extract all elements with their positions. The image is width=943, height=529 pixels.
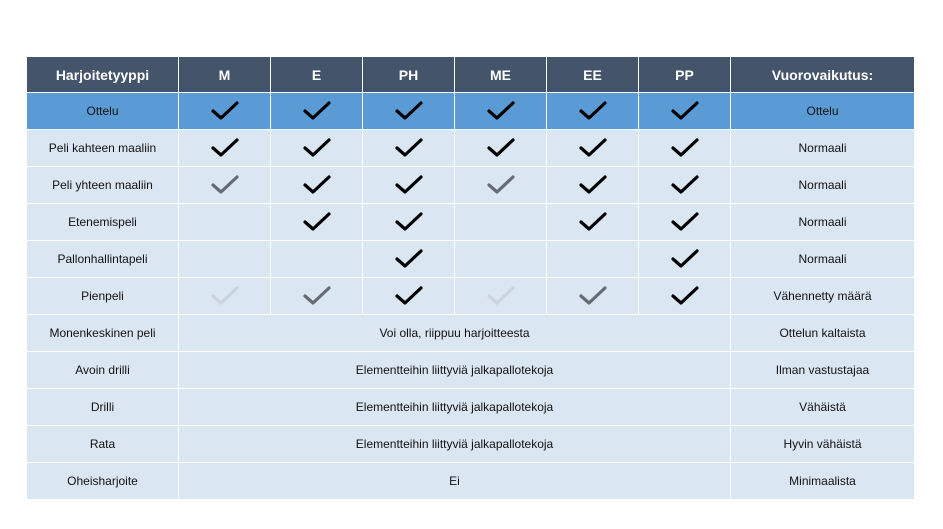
exercise-type-cell: Etenemispeli: [27, 204, 179, 241]
checkmark-icon: [670, 248, 700, 270]
table-row: [27, 426, 915, 463]
checkmark-icon: [210, 174, 240, 196]
interaction-cell: Normaali: [731, 130, 915, 167]
check-cell: [363, 241, 455, 278]
checkmark-icon: [670, 137, 700, 159]
checkmark-icon: [578, 285, 608, 307]
header-pp: PP: [639, 57, 731, 93]
check-cell: [547, 278, 639, 315]
checkmark-icon: [578, 174, 608, 196]
check-cell: [179, 93, 271, 130]
interaction-cell: Vähäistä: [731, 389, 915, 426]
check-cell: [547, 167, 639, 204]
check-cell: [547, 93, 639, 130]
check-cell: [179, 241, 271, 278]
check-cell: [455, 241, 547, 278]
header-me: ME: [455, 57, 547, 93]
interaction-cell: Normaali: [731, 241, 915, 278]
check-cell: [639, 241, 731, 278]
checkmark-icon: [578, 100, 608, 122]
interaction-cell: Vähennetty määrä: [731, 278, 915, 315]
check-cell: [271, 278, 363, 315]
check-cell: [455, 130, 547, 167]
checkmark-icon: [578, 211, 608, 233]
header-interaction: Vuorovaikutus:: [731, 57, 915, 93]
check-cell: [547, 130, 639, 167]
checkmark-icon: [210, 100, 240, 122]
checkmark-icon: [486, 100, 516, 122]
check-cell: [363, 167, 455, 204]
check-cell: [363, 204, 455, 241]
check-cell: [271, 93, 363, 130]
interaction-cell: Ilman vastustajaa: [731, 352, 915, 389]
table-row: [27, 93, 915, 130]
checkmark-icon: [394, 248, 424, 270]
exercise-type-cell: Ottelu: [27, 93, 179, 130]
check-cell: [179, 278, 271, 315]
check-cell: [547, 204, 639, 241]
check-cell: [271, 167, 363, 204]
header-e: E: [271, 57, 363, 93]
table-body: [27, 93, 915, 500]
checkmark-icon: [670, 174, 700, 196]
header-ee: EE: [547, 57, 639, 93]
checkmark-icon: [578, 137, 608, 159]
table-row: [27, 241, 915, 278]
checkmark-icon: [302, 174, 332, 196]
checkmark-icon: [394, 285, 424, 307]
table-row: [27, 204, 915, 241]
description-cell: Ei: [179, 463, 731, 500]
exercise-type-cell: Peli yhteen maaliin: [27, 167, 179, 204]
check-cell: [179, 130, 271, 167]
exercise-type-cell: Pallonhallintapeli: [27, 241, 179, 278]
exercise-type-cell: Avoin drilli: [27, 352, 179, 389]
table-row: [27, 167, 915, 204]
exercise-type-cell: Peli kahteen maaliin: [27, 130, 179, 167]
check-cell: [639, 130, 731, 167]
header-m: M: [179, 57, 271, 93]
checkmark-icon: [486, 174, 516, 196]
checkmark-icon: [670, 211, 700, 233]
header-ph: PH: [363, 57, 455, 93]
checkmark-icon: [394, 100, 424, 122]
exercise-type-cell: Monenkeskinen peli: [27, 315, 179, 352]
exercise-type-cell: Drilli: [27, 389, 179, 426]
checkmark-icon: [302, 100, 332, 122]
description-cell: Elementteihin liittyviä jalkapallotekoja: [179, 352, 731, 389]
exercise-type-cell: Pienpeli: [27, 278, 179, 315]
check-cell: [639, 93, 731, 130]
checkmark-icon: [210, 137, 240, 159]
check-cell: [363, 93, 455, 130]
exercise-type-cell: Oheisharjoite: [27, 463, 179, 500]
description-cell: Voi olla, riippuu harjoitteesta: [179, 315, 731, 352]
checkmark-icon: [670, 100, 700, 122]
table-row: [27, 352, 915, 389]
checkmark-icon: [486, 285, 516, 307]
check-cell: [363, 130, 455, 167]
check-cell: [179, 204, 271, 241]
check-cell: [547, 241, 639, 278]
interaction-cell: Ottelu: [731, 93, 915, 130]
check-cell: [271, 241, 363, 278]
interaction-cell: Normaali: [731, 167, 915, 204]
table-row: [27, 278, 915, 315]
header-exercise-type: Harjoitetyyppi: [27, 57, 179, 93]
interaction-cell: Hyvin vähäistä: [731, 426, 915, 463]
check-cell: [639, 278, 731, 315]
interaction-cell: Ottelun kaltaista: [731, 315, 915, 352]
check-cell: [271, 130, 363, 167]
check-cell: [639, 204, 731, 241]
description-cell: Elementteihin liittyviä jalkapallotekoja: [179, 389, 731, 426]
exercise-type-cell: Rata: [27, 426, 179, 463]
table-row: [27, 389, 915, 426]
description-cell: Elementteihin liittyviä jalkapallotekoja: [179, 426, 731, 463]
interaction-cell: Normaali: [731, 204, 915, 241]
checkmark-icon: [394, 174, 424, 196]
check-cell: [363, 278, 455, 315]
table-row: [27, 130, 915, 167]
exercise-type-table: [26, 56, 915, 500]
check-cell: [455, 167, 547, 204]
check-cell: [455, 204, 547, 241]
check-cell: [179, 167, 271, 204]
check-cell: [271, 204, 363, 241]
checkmark-icon: [394, 137, 424, 159]
check-cell: [639, 167, 731, 204]
header-row: [27, 57, 915, 93]
table-row: [27, 315, 915, 352]
check-cell: [455, 93, 547, 130]
table-row: [27, 463, 915, 500]
checkmark-icon: [670, 285, 700, 307]
check-cell: [455, 278, 547, 315]
checkmark-icon: [302, 211, 332, 233]
checkmark-icon: [302, 137, 332, 159]
checkmark-icon: [302, 285, 332, 307]
interaction-cell: Minimaalista: [731, 463, 915, 500]
checkmark-icon: [486, 137, 516, 159]
checkmark-icon: [394, 211, 424, 233]
checkmark-icon: [210, 285, 240, 307]
